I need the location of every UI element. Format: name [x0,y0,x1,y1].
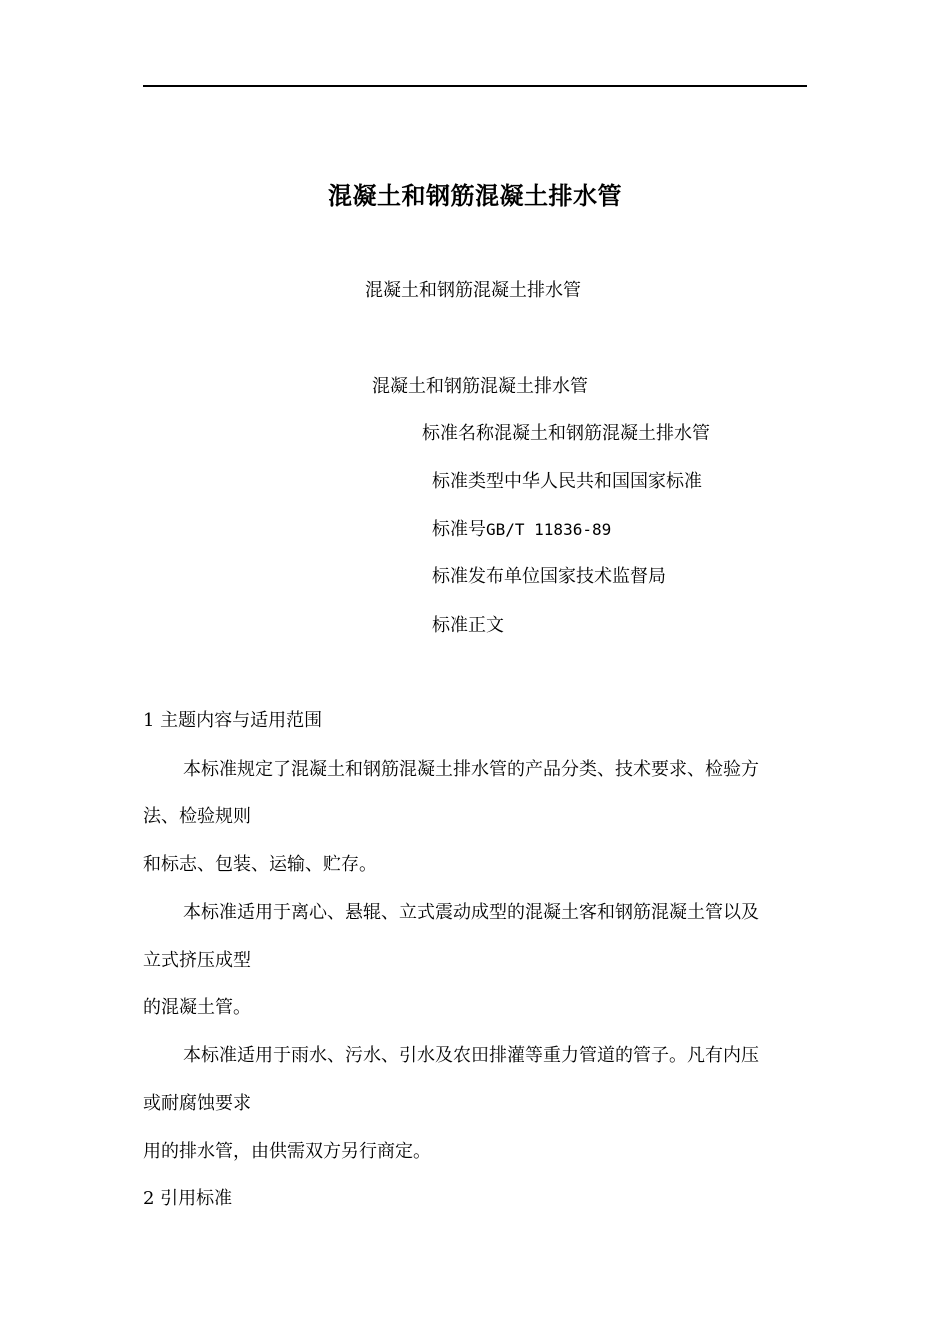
header-rule [143,85,807,87]
section1-p1-line1: 本标准规定了混凝土和钢筋混凝土排水管的产品分类、技术要求、检验方 [183,759,759,780]
meta-body-label: 标准正文 [432,615,504,636]
section1-p2-line1: 本标准适用于离心、悬辊、立式震动成型的混凝土客和钢筋混凝土管以及 [183,902,759,923]
meta-standard-number [432,519,611,541]
meta-number-label: 标准号 [432,519,486,540]
section1-p1-line3: 和标志、包装、运输、贮存。 [143,854,377,875]
section1-p3-line2: 或耐腐蚀要求 [143,1093,251,1114]
meta-standard-type: 标准类型中华人民共和国国家标准 [432,471,702,492]
meta-publisher: 标准发布单位国家技术监督局 [432,566,666,587]
meta-number-value: GB/T 11836-89 [486,520,612,539]
meta-standard-name: 标准名称混凝土和钢筋混凝土排水管 [422,423,710,444]
document-title: 混凝土和钢筋混凝土排水管 [328,182,622,210]
document-subtitle: 混凝土和钢筋混凝土排水管 [365,280,581,301]
section1-p2-line2: 立式挤压成型 [143,950,251,971]
section2-heading: 2 引用标准 [143,1188,233,1209]
section1-p1-line2: 法、检验规则 [143,806,251,827]
section1-p3-line3: 用的排水管，由供需双方另行商定。 [143,1141,431,1162]
section1-heading: 1 主题内容与适用范围 [143,710,323,731]
meta-heading: 混凝土和钢筋混凝土排水管 [372,376,588,397]
section1-p2-line3: 的混凝土管。 [143,997,251,1018]
section1-p3-line1: 本标准适用于雨水、污水、引水及农田排灌等重力管道的管子。凡有内压 [183,1045,759,1066]
